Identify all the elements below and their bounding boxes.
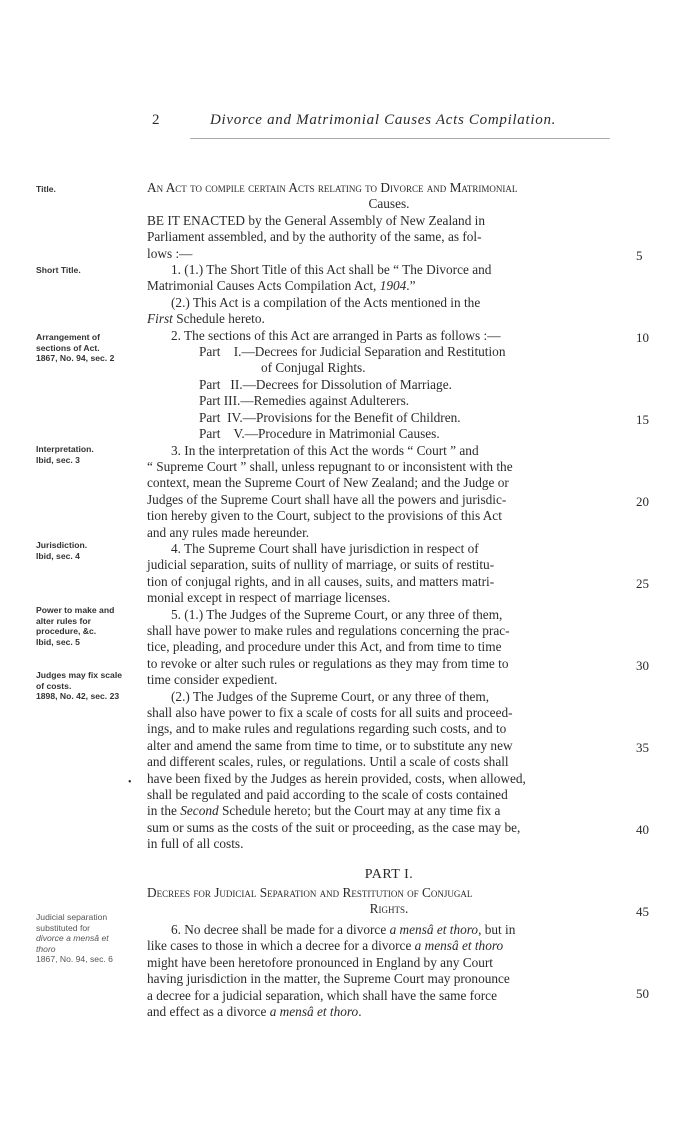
section-5: time consider expedient.: [147, 672, 278, 688]
section-5: shall be regulated and paid according to the scale of costs contained: [147, 787, 508, 803]
section-5: and different scales, rules, or regulations. Until a scale of costs shall: [147, 754, 509, 770]
section-5: (2.) The Judges of the Supreme Court, or any three of them,: [171, 688, 490, 704]
document-body: [147, 180, 631, 1020]
section-4: judicial separation, suits of nullity of marriage, or suits of restitu-: [147, 557, 495, 573]
section-4: tion of conjugal rights, and in all causes, suits, and matters matri-: [147, 573, 495, 589]
section-3: and any rules made hereunder.: [147, 524, 310, 540]
section-5: shall also have power to fix a scale of costs for all suits and proceed-: [147, 705, 513, 720]
line-number: 35: [636, 740, 649, 755]
part-list-item: Part IV.—Provisions for the Benefit of Children.: [199, 409, 461, 425]
line-number: 10: [636, 330, 649, 345]
section-5: alter and amend the same from time to time, or to substitute any new: [147, 737, 513, 753]
line-number: 40: [636, 822, 649, 837]
section-3: tion hereby given to the Court, subject to the provisions of this Act: [147, 508, 502, 524]
section-6: 6. No decree shall be made for a divorce a mensâ et thoro, but in: [171, 921, 516, 937]
section-2: 2. The sections of this Act are arranged in Parts as follows :—: [171, 327, 501, 343]
part-list-item: Part I.—Decrees for Judicial Separation and Restitution: [199, 344, 506, 360]
margin-note-jurisdiction: Jurisdiction. Ibid, sec. 4: [36, 540, 88, 561]
section-3: context, mean the Supreme Court of New Zealand; and the Judge or: [147, 475, 509, 491]
part-list-item: Part V.—Procedure in Matrimonial Causes.: [199, 426, 440, 442]
section-3: Judges of the Supreme Court shall have all the powers and jurisdic-: [147, 491, 507, 507]
section-1: First Schedule hereto.: [147, 311, 265, 327]
enacting-clause: BE IT ENACTED by the General Assembly of New Zealand in: [147, 212, 486, 228]
margin-note-title: Title.: [36, 184, 56, 194]
running-title: Divorce and Matrimonial Causes Acts Compilation.: [210, 112, 557, 128]
margin-note-judicial-separation: Judicial separation substituted for divorce a mensâ et thoro 1867, No. 94, sec. 6: [36, 912, 113, 964]
margin-note-power-rules: Power to make and alter rules for procedure, &c. Ibid, sec. 5: [36, 605, 115, 647]
section-5: in full of all costs.: [147, 836, 244, 852]
section-1: Matrimonial Causes Acts Compilation Act, 1904.”: [147, 278, 416, 294]
section-4: monial except in respect of marriage licenses.: [147, 590, 391, 606]
margin-note-interpretation: Interpretation. Ibid, sec. 3: [36, 444, 94, 465]
enacting-clause: Parliament assembled, and by the authority of the same, as fol-: [147, 229, 482, 245]
margin-note-judges-scale: Judges may fix scale of costs. 1898, No. 42, sec. 23: [36, 670, 122, 701]
part-subheading: Decrees for Judicial Separation and Restitution of Conjugal: [147, 885, 473, 901]
part-list-item: Part II.—Decrees for Dissolution of Marriage.: [199, 376, 452, 392]
line-number: 5: [636, 248, 643, 263]
line-number: 30: [636, 658, 649, 673]
line-number: 20: [636, 494, 649, 509]
margin-note-arrangement: Arrangement of sections of Act. 1867, No. 94, sec. 2: [36, 332, 115, 363]
act-title: Causes.: [368, 196, 410, 212]
section-1: (2.) This Act is a compilation of the Acts mentioned in the: [171, 294, 481, 310]
section-5: have been fixed by the Judges as herein provided, costs, when allowed,: [147, 770, 526, 786]
section-5: shall have power to make rules and regulations concerning the prac-: [147, 622, 510, 638]
section-6: like cases to those in which a decree for a divorce a mensâ et thoro: [147, 938, 504, 954]
section-6: might have been heretofore pronounced in England by any Court: [147, 954, 493, 970]
line-number: 45: [636, 904, 649, 919]
section-1: 1. (1.) The Short Title of this Act shall be “ The Divorce and: [171, 262, 492, 278]
line-number: 15: [636, 412, 649, 427]
section-3: “ Supreme Court ” shall, unless repugnant to or inconsistent with the: [147, 458, 513, 474]
part-heading: PART I.: [364, 866, 414, 882]
section-5: 5. (1.) The Judges of the Supreme Court, or any three of them,: [171, 606, 503, 622]
section-3: 3. In the interpretation of this Act the words “ Court ” and: [171, 442, 479, 458]
line-number: 50: [636, 986, 649, 1001]
page-number: 2: [152, 112, 160, 128]
section-6: a decree for a judicial separation, which shall have the same force: [147, 987, 497, 1003]
header-rule: [190, 138, 610, 139]
part-list-item: Part III.—Remedies against Adulterers.: [199, 393, 410, 409]
part-list-item: of Conjugal Rights.: [261, 360, 366, 376]
section-6: and effect as a divorce a mensâ et thoro.: [147, 1003, 362, 1019]
section-5: sum or sums as the costs of the suit or proceeding, as the case may be,: [147, 819, 521, 835]
section-4: 4. The Supreme Court shall have jurisdiction in respect of: [171, 540, 479, 556]
enacting-clause: lows :—: [147, 245, 193, 261]
section-5: ings, and to make rules and regulations regarding such costs, and to: [147, 721, 507, 737]
act-title: An Act to compile certain Acts relating to Divorce and Matrimonial: [147, 180, 518, 195]
section-5: to revoke or alter such rules or regulations as they may from time to: [147, 655, 509, 671]
stray-mark: •: [128, 777, 132, 788]
section-5: in the Second Schedule hereto; but the Court may at any time fix a: [147, 803, 501, 819]
line-number: 25: [636, 576, 649, 591]
section-6: having jurisdiction in the matter, the Supreme Court may pronounce: [147, 971, 510, 987]
margin-note-short-title: Short Title.: [36, 265, 81, 275]
part-subheading: Rights.: [369, 901, 409, 917]
section-5: tice, pleading, and procedure under this Act, and from time to time: [147, 639, 502, 655]
